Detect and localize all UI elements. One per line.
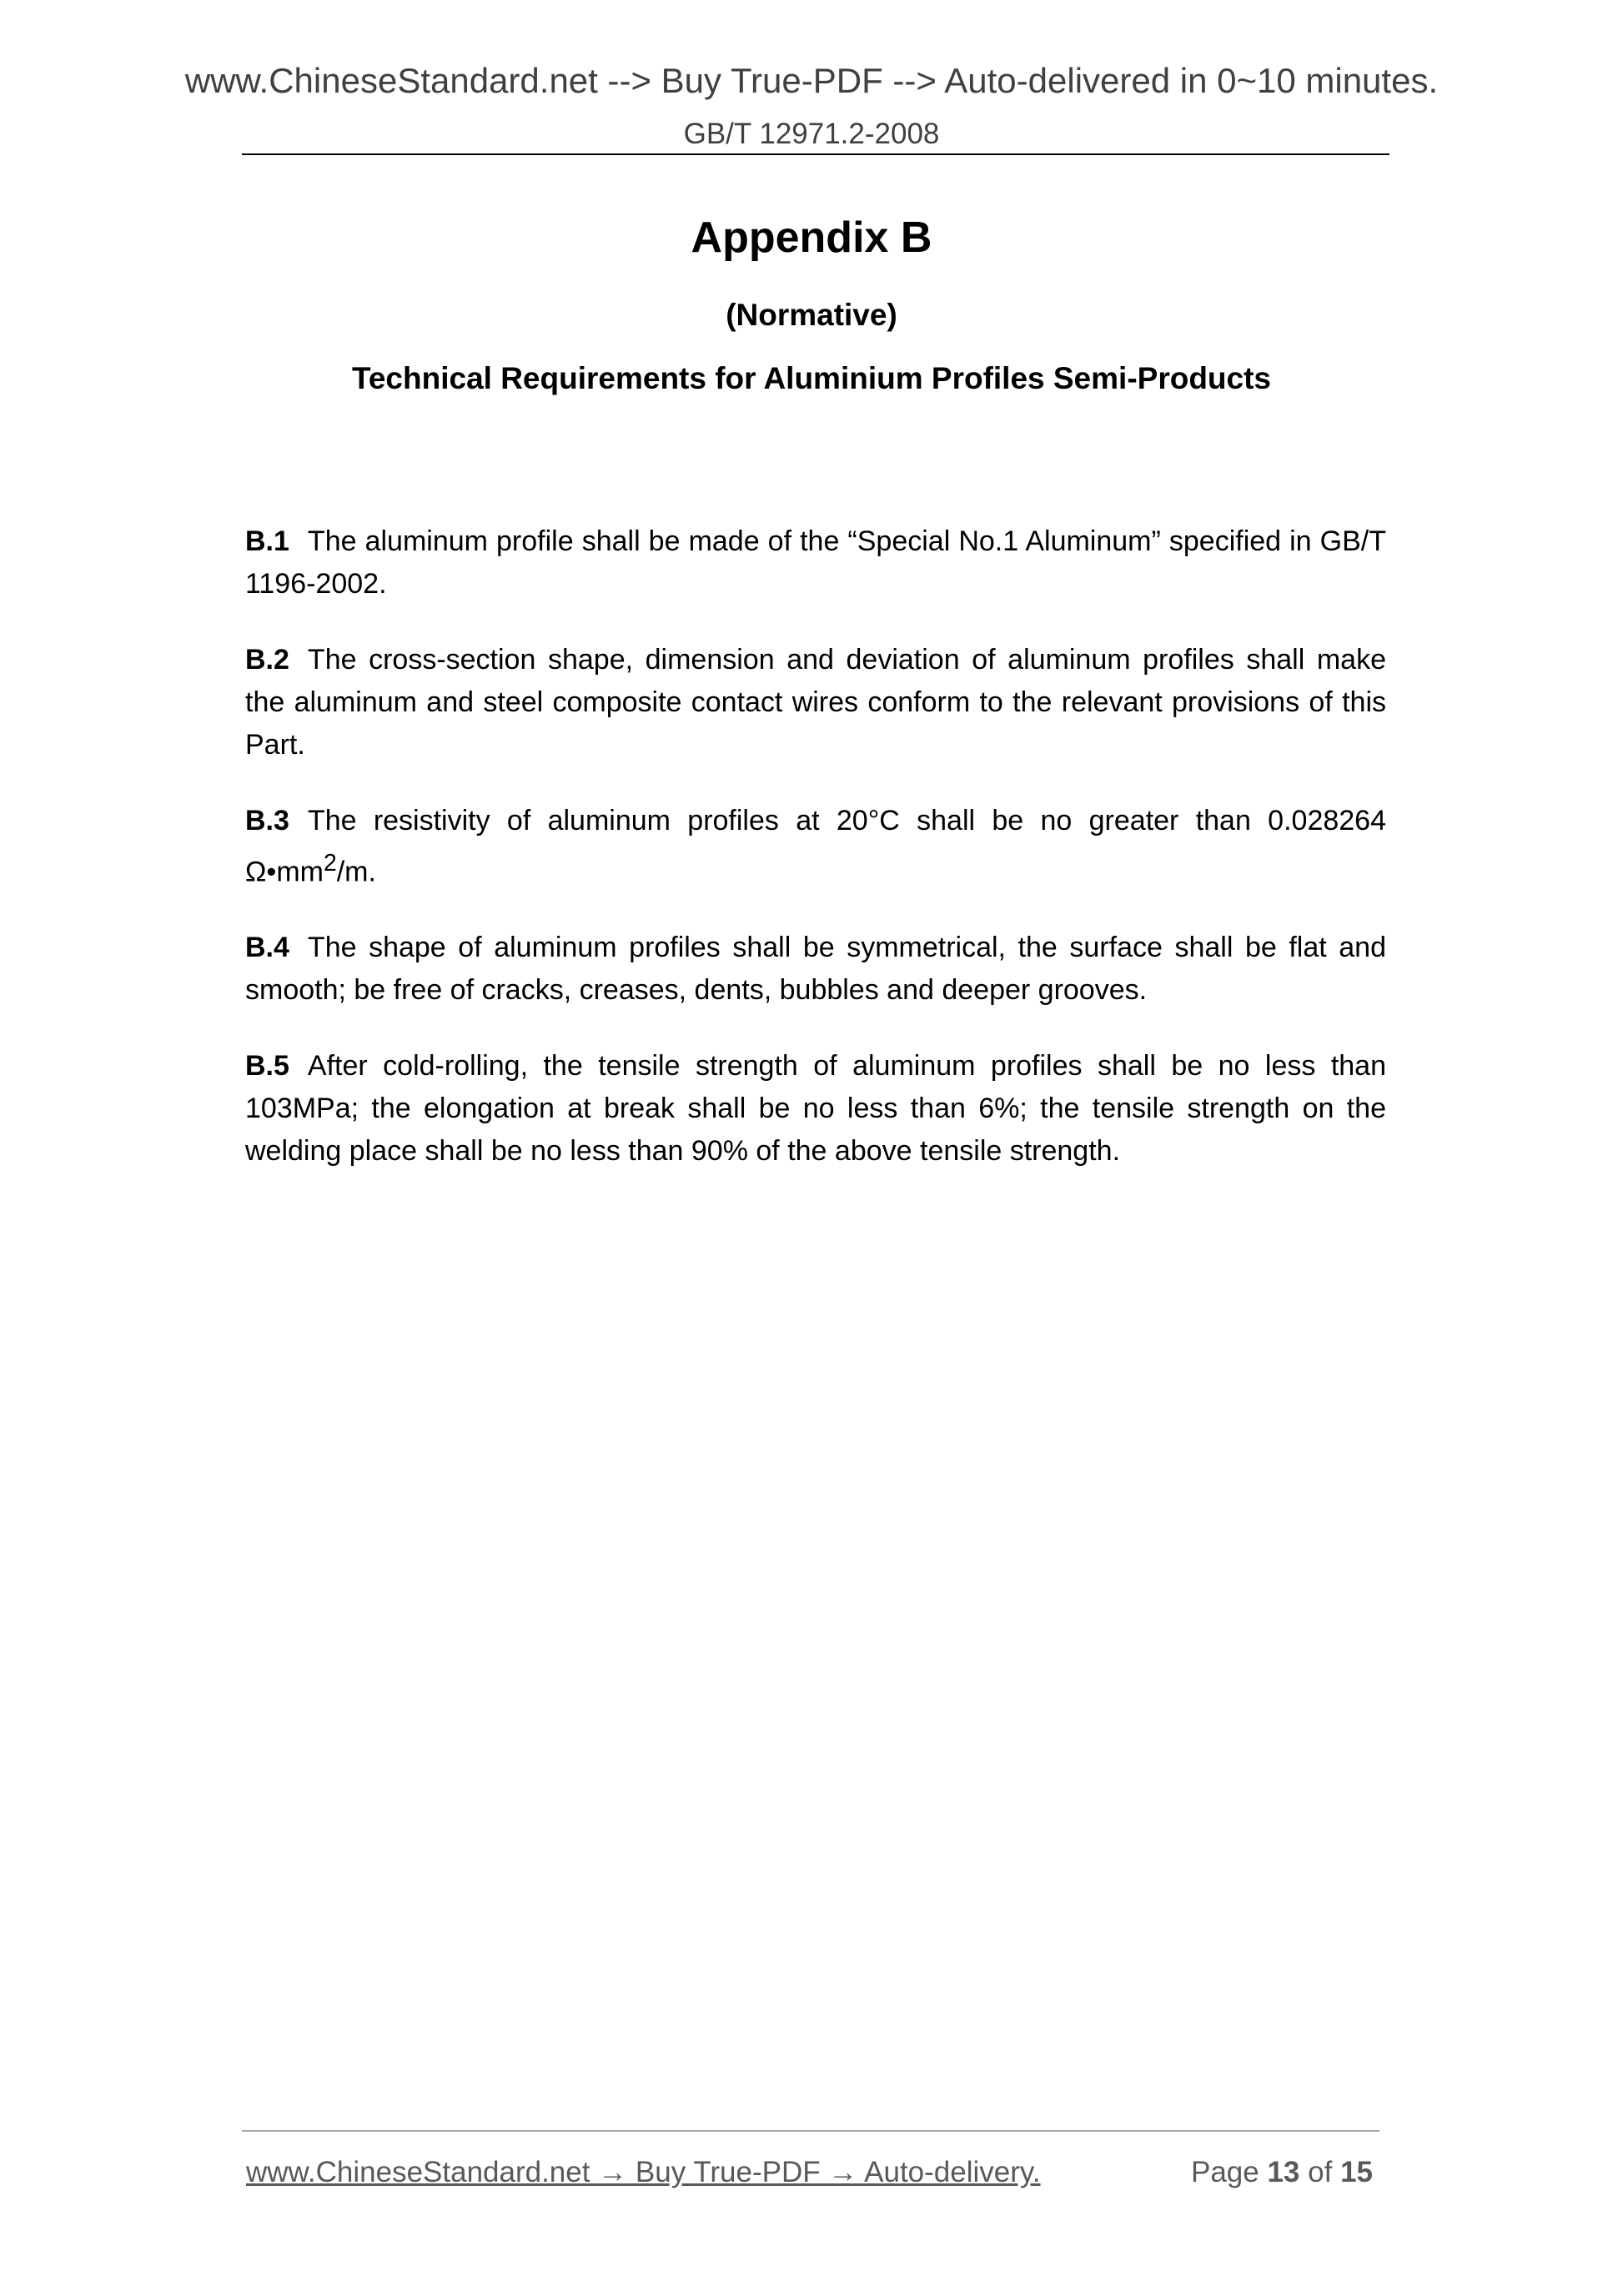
footer-link[interactable]: www.ChineseStandard.net → Buy True-PDF → Auto-delivery.: [246, 2156, 1041, 2188]
clause-text: The shape of aluminum profiles shall be symmetrical, the surface shall be flat and smooth; be free of cracks, creases, dents, bubbles and deeper grooves.: [245, 932, 1386, 1007]
superscript-exponent: 2: [323, 850, 337, 877]
appendix-title: Appendix B: [691, 214, 932, 262]
clause-number: B.4: [245, 932, 289, 964]
page-of: of: [1308, 2156, 1333, 2188]
clause-text: The aluminum profile shall be made of the “Special No.1 Aluminum” specified in GB/T 1196-2002.: [245, 525, 1386, 600]
clause-b1: [245, 520, 1386, 605]
clause-b2: [245, 639, 1386, 766]
top-banner: www.ChineseStandard.net --> Buy True-PDF --> Auto-delivered in 0~10 minutes.: [184, 61, 1439, 100]
clause-text-unit: /m.: [336, 856, 376, 888]
clause-list: [245, 520, 1386, 1206]
clause-b3: [245, 800, 1386, 893]
page-number: [1191, 2155, 1373, 2190]
clause-b4: [245, 927, 1386, 1012]
clause-text: The cross-section shape, dimension and deviation of aluminum profiles shall make the aluminum and steel composite contact wires conform to the relevant provisions of this Part.: [245, 644, 1386, 761]
clause-number: B.3: [245, 805, 289, 837]
clause-number: B.1: [245, 525, 289, 557]
footer-rule: [242, 2130, 1379, 2132]
page-label: Page: [1190, 2156, 1259, 2188]
standard-code: GB/T 12971.2-2008: [683, 118, 940, 150]
appendix-type: (Normative): [726, 298, 897, 332]
clause-number: B.5: [245, 1050, 289, 1083]
clause-text: The resistivity of aluminum profiles at 20°C shall be no greater than 0.028264 Ω•mm: [245, 805, 1386, 888]
page-total: 15: [1340, 2156, 1373, 2188]
clause-number: B.2: [245, 644, 289, 676]
header-rule: [242, 153, 1389, 155]
appendix-subtitle: Technical Requirements for Aluminium Profiles Semi-Products: [352, 361, 1271, 395]
page-current: 13: [1267, 2156, 1300, 2188]
clause-b5: [245, 1045, 1386, 1173]
clause-text: After cold-rolling, the tensile strength of aluminum profiles shall be no less than 103MPa; the elongation at break shall be no less than 6%; the tensile strength on the welding place shall be no less than 90% of the above tensile strength.: [245, 1050, 1386, 1168]
